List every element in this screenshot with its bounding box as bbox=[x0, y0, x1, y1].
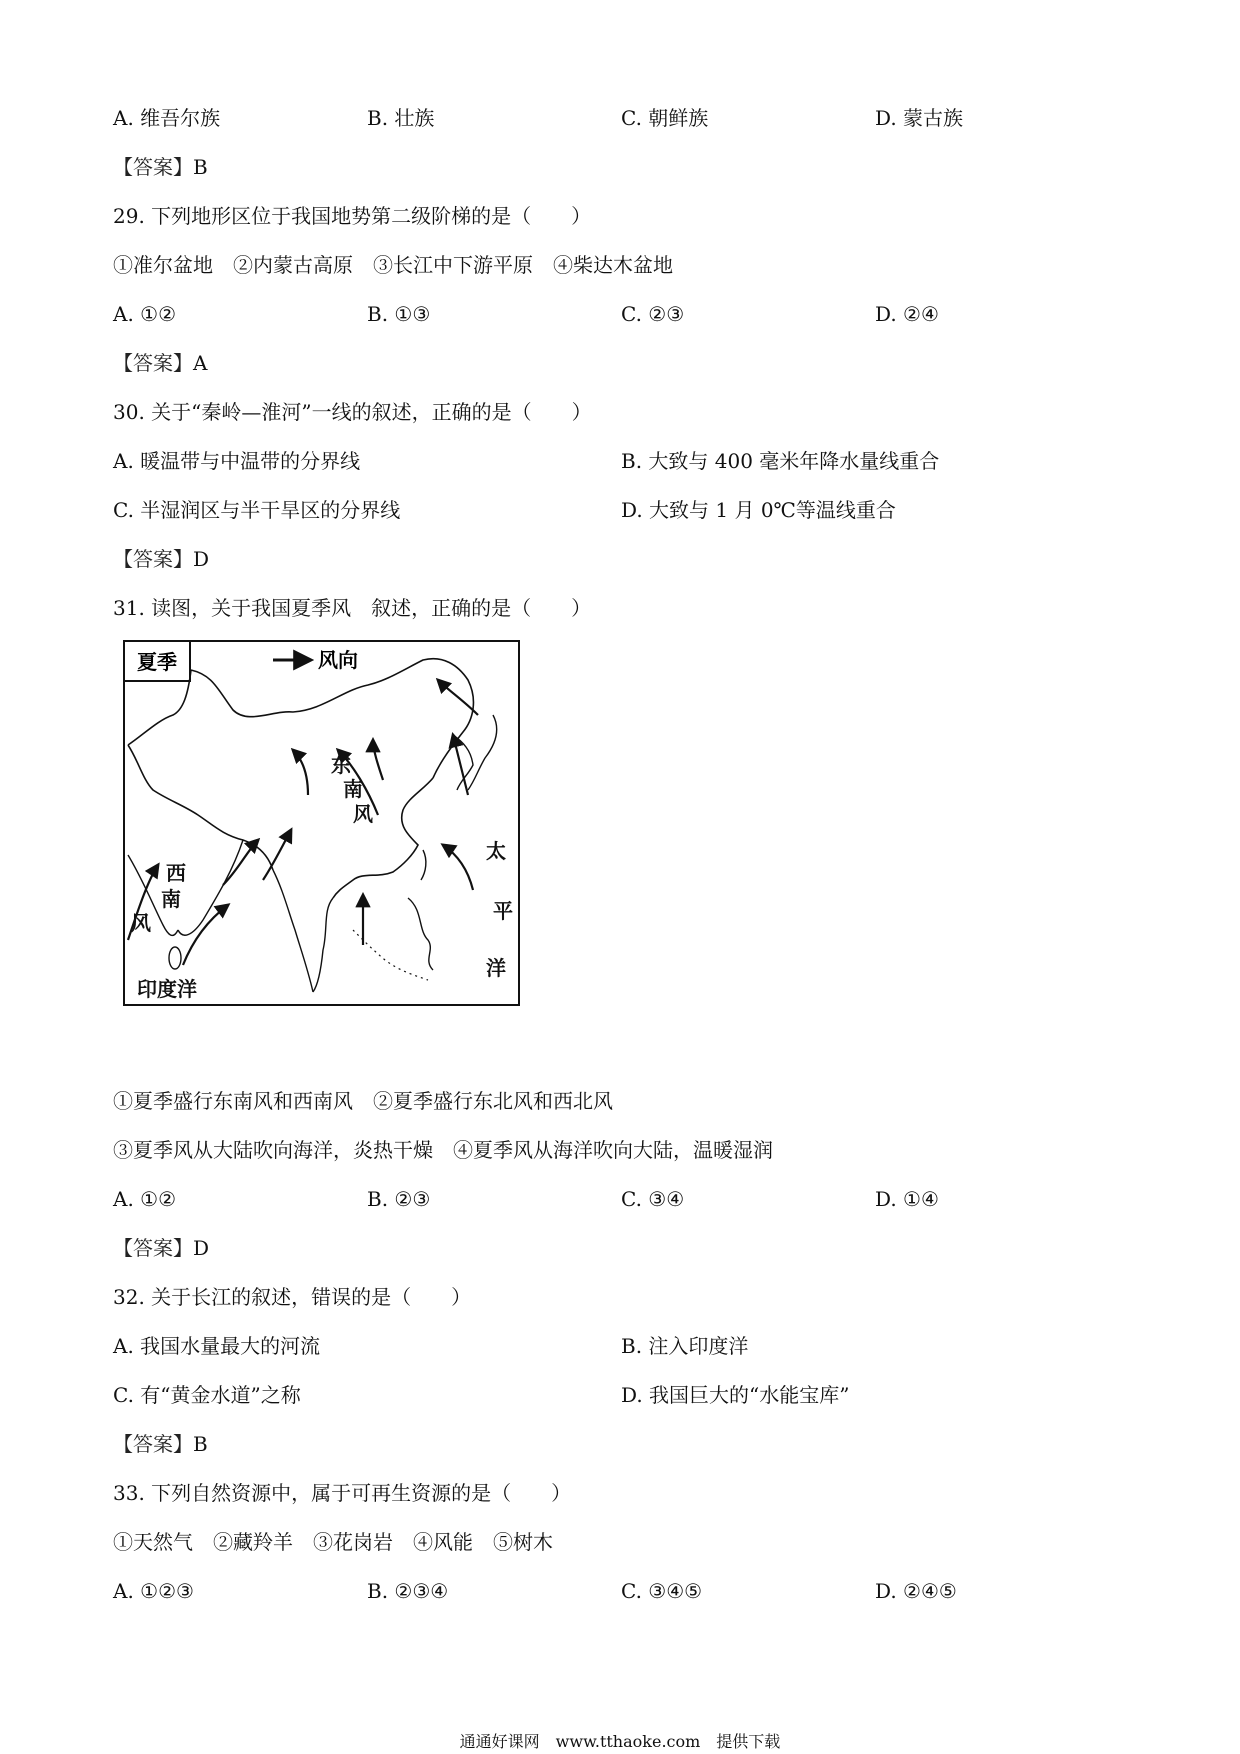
q32-answer bbox=[113, 1430, 208, 1458]
q31-option-d: D. ①④ bbox=[875, 1187, 939, 1211]
indian-ocean-label: 印度洋 bbox=[137, 977, 197, 1001]
q32-option-b: B. 注入印度洋 bbox=[621, 1334, 749, 1358]
q30-answer bbox=[113, 545, 209, 573]
season-label: 夏季 bbox=[137, 650, 177, 674]
answer-tag: 【答案】 bbox=[113, 155, 193, 179]
southwest-wind-label-2: 南 bbox=[161, 887, 181, 911]
q33-option-c: C. ③④⑤ bbox=[621, 1579, 703, 1603]
q30-option-d: D. 大致与 1 月 0℃等温线重合 bbox=[621, 498, 896, 522]
q32-option-a: A. 我国水量最大的河流 bbox=[113, 1334, 321, 1358]
southeast-wind-label-1: 东 bbox=[331, 753, 351, 777]
q33-items: ①天然气 ②藏羚羊 ③花岗岩 ④风能 ⑤树木 bbox=[113, 1530, 553, 1554]
southeast-wind-label-2: 南 bbox=[343, 777, 363, 801]
southwest-wind-label-1: 西 bbox=[166, 861, 186, 885]
answer-tag: 【答案】 bbox=[113, 547, 193, 571]
southeast-wind-label-3: 风 bbox=[353, 802, 373, 826]
q31-option-b: B. ②③ bbox=[367, 1187, 431, 1211]
answer-value: B bbox=[193, 155, 208, 179]
answer-value: D bbox=[193, 547, 210, 571]
page-footer: 通通好课网 www.tthaoke.com 提供下载 bbox=[459, 1732, 781, 1751]
q30-option-b: B. 大致与 400 毫米年降水量线重合 bbox=[621, 449, 940, 473]
q29-option-d: D. ②④ bbox=[875, 302, 939, 326]
q29-option-c: C. ②③ bbox=[621, 302, 685, 326]
answer-tag: 【答案】 bbox=[113, 1236, 193, 1260]
q31-stem: 31. 读图，关于我国夏季风 叙述，正确的是（ ） bbox=[113, 596, 592, 620]
q29-option-b: B. ①③ bbox=[367, 302, 431, 326]
q30-option-a: A. 暖温带与中温带的分界线 bbox=[113, 449, 361, 473]
legend-label: 风向 bbox=[318, 648, 358, 672]
q31-items-2: ③夏季风从大陆吹向海洋，炎热干燥 ④夏季风从海洋吹向大陆，温暖湿润 bbox=[113, 1138, 773, 1162]
q32-stem: 32. 关于长江的叙述，错误的是（ ） bbox=[113, 1285, 472, 1309]
q33-option-b: B. ②③④ bbox=[367, 1579, 449, 1603]
answer-tag: 【答案】 bbox=[113, 1432, 193, 1456]
q30-option-c: C. 半湿润区与半干旱区的分界线 bbox=[113, 498, 401, 522]
q33-option-d: D. ②④⑤ bbox=[875, 1579, 957, 1603]
answer-tag: 【答案】 bbox=[113, 351, 193, 375]
map-frame bbox=[124, 641, 519, 1005]
q29-option-a: A. ①② bbox=[113, 302, 177, 326]
q33-option-a: A. ①②③ bbox=[113, 1579, 194, 1603]
q32-option-c: C. 有“黄金水道”之称 bbox=[113, 1383, 301, 1407]
q28-option-b: B. 壮族 bbox=[367, 106, 435, 130]
answer-value: A bbox=[193, 351, 208, 375]
southwest-wind-label-3: 风 bbox=[131, 911, 151, 935]
q31-option-c: C. ③④ bbox=[621, 1187, 685, 1211]
pacific-label-2: 平 bbox=[493, 899, 513, 923]
q29-items: ①准尔盆地 ②内蒙古高原 ③长江中下游平原 ④柴达木盆地 bbox=[113, 253, 673, 277]
q28-answer bbox=[113, 153, 208, 181]
summer-monsoon-map bbox=[123, 640, 520, 1006]
pacific-label-3: 洋 bbox=[486, 956, 506, 980]
q32-option-d: D. 我国巨大的“水能宝库” bbox=[621, 1383, 850, 1407]
q31-items-1: ①夏季盛行东南风和西南风 ②夏季盛行东北风和西北风 bbox=[113, 1089, 613, 1113]
q29-answer bbox=[113, 349, 207, 377]
answer-value: D bbox=[193, 1236, 210, 1260]
q30-stem: 30. 关于“秦岭—淮河”一线的叙述，正确的是（ ） bbox=[113, 400, 592, 424]
q28-option-c: C. 朝鲜族 bbox=[621, 106, 709, 130]
q28-option-a: A. 维吾尔族 bbox=[113, 106, 221, 130]
q29-stem: 29. 下列地形区位于我国地势第二级阶梯的是（ ） bbox=[113, 204, 592, 228]
pacific-label-1: 太 bbox=[486, 839, 506, 863]
answer-value: B bbox=[193, 1432, 208, 1456]
q31-option-a: A. ①② bbox=[113, 1187, 177, 1211]
q28-option-d: D. 蒙古族 bbox=[875, 106, 964, 130]
q33-stem: 33. 下列自然资源中，属于可再生资源的是（ ） bbox=[113, 1481, 572, 1505]
q31-answer bbox=[113, 1234, 209, 1262]
